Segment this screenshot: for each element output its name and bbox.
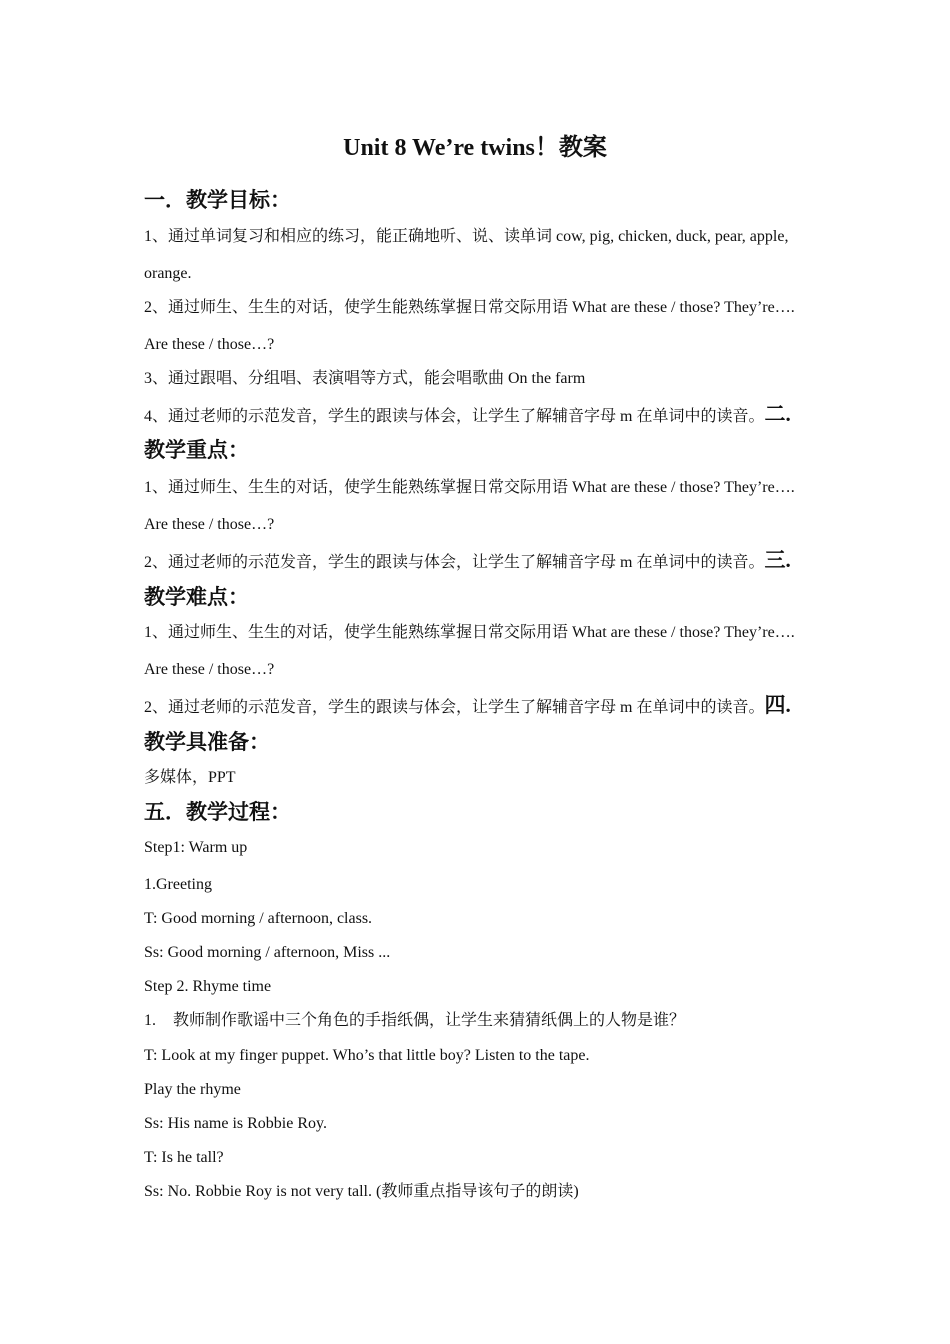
list-item-1 (144, 1010, 685, 1032)
objective-4 (144, 403, 791, 428)
section-number-3: 三. (764, 548, 791, 572)
students-line-2: Ss: His name is Robbie Roy. (144, 1115, 327, 1132)
students-line-1: Ss: Good morning / afternoon, Miss ... (144, 944, 391, 961)
key-point-2 (144, 549, 791, 574)
teacher-line-1: T: Good morning / afternoon, class. (144, 910, 373, 927)
objective-4-text: 4、通过老师的示范发音，学生的跟读与体会，让学生了解辅音字母 m 在单词中的读音。 (144, 408, 765, 425)
step-1-title: Step1: Warm up (144, 839, 248, 856)
section-heading-process: 五．教学过程： (144, 800, 291, 824)
document-title: Unit 8 We’re twins！教案 (343, 135, 607, 161)
section-heading-objectives: 一．教学目标： (144, 188, 291, 212)
objective-2-line-2: Are these / those…? (144, 336, 275, 353)
key-point-2-text: 2、通过老师的示范发音，学生的跟读与体会，让学生了解辅音字母 m 在单词中的读音。 (144, 554, 765, 571)
greeting-label: 1.Greeting (144, 876, 212, 893)
play-rhyme-line: Play the rhyme (144, 1081, 241, 1098)
list-item-number: 1. (144, 1012, 156, 1029)
section-heading-key-points: 教学重点： (144, 438, 249, 462)
step-2-title: Step 2. Rhyme time (144, 978, 272, 995)
section-number-2: 二. (764, 402, 791, 426)
list-item-text: 教师制作歌谣中三个角色的手指纸偶，让学生来猜猜纸偶上的人物是谁？ (173, 1012, 686, 1029)
difficulty-2-text: 2、通过老师的示范发音，学生的跟读与体会，让学生了解辅音字母 m 在单词中的读音。 (144, 699, 765, 716)
key-point-1-line-2: Are these / those…? (144, 516, 275, 533)
teacher-line-3: T: Is he tall? (144, 1149, 224, 1166)
students-line-3: Ss: No. Robbie Roy is not very tall. (教师重点指导该句子的朗读) (144, 1183, 579, 1200)
teacher-line-2: T: Look at my finger puppet. Who’s that little boy? Listen to the tape. (144, 1047, 590, 1064)
objective-1-line-2: orange. (144, 265, 192, 282)
section-heading-materials: 教学具准备： (144, 730, 270, 754)
difficulty-2 (144, 694, 791, 719)
objective-3: 3、通过跟唱、分组唱、表演唱等方式，能会唱歌曲 On the farm (144, 370, 586, 387)
section-heading-difficulties: 教学难点： (144, 585, 249, 609)
objective-1-line-1: 1、通过单词复习和相应的练习，能正确地听、说、读单词 cow, pig, chicken, duck, pear, apple, (144, 228, 789, 245)
difficulty-1-line-2: Are these / those…? (144, 661, 275, 678)
difficulty-1-line-1: 1、通过师生、生生的对话，使学生能熟练掌握日常交际用语 What are these / those? They’re…. (144, 624, 795, 641)
objective-2-line-1: 2、通过师生、生生的对话，使学生能熟练掌握日常交际用语 What are these / those? They’re…. (144, 299, 795, 316)
section-number-4: 四. (764, 693, 791, 717)
key-point-1-line-1: 1、通过师生、生生的对话，使学生能熟练掌握日常交际用语 What are these / those? They’re…. (144, 479, 795, 496)
materials-content: 多媒体，PPT (144, 769, 236, 786)
